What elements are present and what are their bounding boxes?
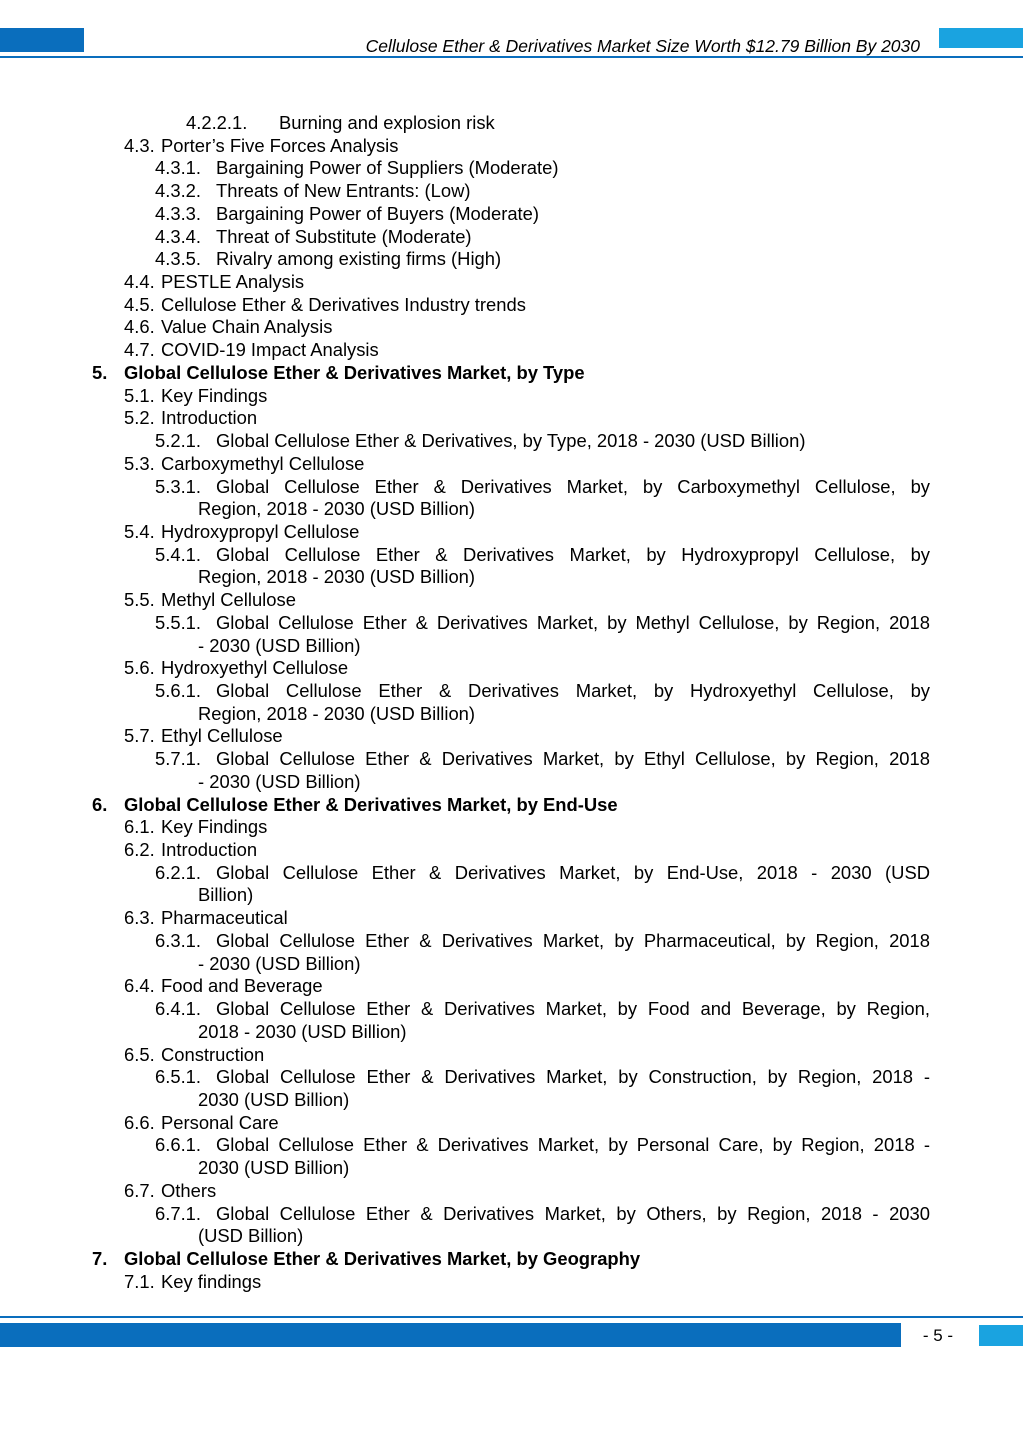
toc-entry-continuation — [0, 1225, 1023, 1247]
toc-entry — [0, 1271, 1023, 1293]
footer-rule — [0, 1316, 1023, 1318]
toc-entry — [0, 544, 1023, 566]
toc-entry-title: Threats of New Entrants: (Low) — [216, 180, 471, 202]
toc-entry-title: Burning and explosion risk — [279, 112, 495, 133]
toc-entry-continuation — [0, 884, 1023, 906]
toc-entry-title: Global Cellulose Ether & Derivatives Market, by Personal Care, by Region, 2018 - — [216, 1134, 930, 1156]
toc-entry — [0, 839, 1023, 861]
toc-entry-number: 4.3.4. — [155, 225, 202, 247]
toc-entry — [0, 748, 1023, 770]
toc-entry-title: Key Findings — [161, 384, 268, 406]
toc-entry-title: Bargaining Power of Buyers (Moderate) — [216, 202, 540, 224]
toc-entry-title-continued: 2018 - 2030 (USD Billion) — [198, 1020, 407, 1042]
toc-entry-number: 4.6. — [124, 316, 155, 338]
toc-entry — [0, 248, 1023, 270]
toc-entry-title: Ethyl Cellulose — [161, 725, 283, 747]
toc-entry-continuation — [0, 1021, 1023, 1043]
toc-entry-title: Global Cellulose Ether & Derivatives Market, by Ethyl Cellulose, by Region, 2018 — [216, 748, 930, 770]
toc-entry-title: Introduction — [161, 839, 258, 861]
toc-entry — [0, 930, 1023, 952]
toc-entry-title-continued: (USD Billion) — [198, 1225, 304, 1247]
toc-entry-continuation — [0, 1157, 1023, 1179]
toc-entry-title: Pharmaceutical — [161, 907, 288, 929]
header-rule — [0, 56, 1023, 58]
toc-entry-number: 4.3.5. — [155, 248, 202, 270]
toc-entry-continuation — [0, 953, 1023, 975]
toc-entry — [0, 271, 1023, 293]
toc-entry-number: 6.5.1. — [155, 1066, 202, 1088]
toc-entry — [0, 385, 1023, 407]
toc-entry-number: 4.4. — [124, 271, 155, 293]
toc-entry-title-continued: Region, 2018 - 2030 (USD Billion) — [198, 702, 476, 724]
toc-entry-title: Global Cellulose Ether & Derivatives Market, by End-Use — [124, 793, 618, 815]
toc-entry — [0, 657, 1023, 679]
toc-entry-title-continued: Region, 2018 - 2030 (USD Billion) — [198, 498, 476, 520]
toc-entry — [0, 975, 1023, 997]
toc-entry — [0, 453, 1023, 475]
toc-entry-title-continued: - 2030 (USD Billion) — [198, 952, 361, 974]
header-accent-left — [0, 28, 84, 52]
toc-entry — [0, 407, 1023, 429]
toc-entry-number: 6.6.1. — [155, 1134, 202, 1156]
toc-entry-number: 6.2. — [124, 839, 155, 861]
toc-section-heading — [0, 794, 1023, 816]
toc-entry-number: 5.2.1. — [155, 430, 202, 452]
toc-entry-number: 4.3.3. — [155, 202, 202, 224]
toc-entry-number: 5.1. — [124, 384, 155, 406]
toc-entry-title-continued: 2030 (USD Billion) — [198, 1088, 350, 1110]
toc-entry-title-continued: Billion) — [198, 884, 254, 906]
toc-entry-number: 5.7. — [124, 725, 155, 747]
toc-entry — [0, 998, 1023, 1020]
toc-entry-number: 6.7.1. — [155, 1202, 202, 1224]
footer-bar — [0, 1323, 901, 1347]
toc-entry-number: 5.5. — [124, 589, 155, 611]
toc-section-heading — [0, 362, 1023, 384]
toc-entry — [0, 1203, 1023, 1225]
toc-entry — [0, 157, 1023, 179]
toc-entry-title: Hydroxyethyl Cellulose — [161, 657, 349, 679]
toc-entry — [0, 1134, 1023, 1156]
toc-entry-title-continued: Region, 2018 - 2030 (USD Billion) — [198, 566, 476, 588]
toc-entry — [0, 180, 1023, 202]
toc-entry-title: COVID-19 Impact Analysis — [161, 339, 379, 361]
toc-entry-continuation — [0, 635, 1023, 657]
toc-entry — [0, 476, 1023, 498]
toc-entry-title: Global Cellulose Ether & Derivatives Market, by Hydroxyethyl Cellulose, by — [216, 680, 930, 701]
toc-entry-number: 7. — [92, 1248, 108, 1269]
toc-entry-title: Global Cellulose Ether & Derivatives Market, by Others, by Region, 2018 - 2030 — [216, 1202, 930, 1224]
toc-entry-title-continued: - 2030 (USD Billion) — [198, 770, 361, 792]
toc-entry — [0, 1066, 1023, 1088]
toc-entry-title: Threat of Substitute (Moderate) — [216, 225, 472, 247]
toc-entry — [0, 226, 1023, 248]
toc-entry — [0, 1180, 1023, 1202]
toc-entry-number: 5.4. — [124, 520, 155, 542]
toc-entry — [0, 612, 1023, 634]
toc-entry-title: Introduction — [161, 407, 258, 429]
toc-entry-number: 4.5. — [124, 293, 155, 315]
toc-entry-title: Cellulose Ether & Derivatives Industry trends — [161, 293, 526, 315]
footer-accent-right — [979, 1325, 1023, 1346]
toc-entry-title: Key findings — [161, 1270, 262, 1292]
toc-entry-title: Food and Beverage — [161, 975, 323, 997]
toc-entry-title: Global Cellulose Ether & Derivatives Market, by Geography — [124, 1248, 641, 1269]
toc-entry — [0, 1044, 1023, 1066]
toc-entry-title: Value Chain Analysis — [161, 316, 333, 338]
toc-entry-title: PESTLE Analysis — [161, 271, 305, 293]
toc-entry — [0, 430, 1023, 452]
toc-entry-continuation — [0, 1089, 1023, 1111]
toc-entry-title: Carboxymethyl Cellulose — [161, 452, 365, 474]
toc-entry — [0, 112, 1023, 134]
toc-entry — [0, 680, 1023, 702]
toc-entry-title: Methyl Cellulose — [161, 589, 296, 611]
toc-entry-number: 6.3.1. — [155, 929, 202, 951]
toc-entry-continuation — [0, 566, 1023, 588]
toc-entry-number: 4.2.2.1. — [186, 112, 248, 133]
toc-entry-number: 4.3.1. — [155, 157, 202, 179]
toc-entry-number: 4.3. — [124, 134, 155, 156]
toc-entry-title: Personal Care — [161, 1111, 279, 1133]
toc-entry-number: 7.1. — [124, 1270, 155, 1292]
toc-entry-title: Others — [161, 1179, 217, 1201]
toc-entry — [0, 589, 1023, 611]
toc-entry — [0, 135, 1023, 157]
toc-entry-number: 5.3.1. — [155, 475, 202, 497]
toc-entry — [0, 907, 1023, 929]
toc-entry-title: Global Cellulose Ether & Derivatives Market, by Type — [124, 361, 585, 383]
toc-entry-number: 4.3.2. — [155, 180, 202, 202]
toc-entry-title: Global Cellulose Ether & Derivatives, by Type, 2018 - 2030 (USD Billion) — [216, 430, 806, 452]
toc-entry-number: 5.2. — [124, 407, 155, 429]
toc-entry-continuation — [0, 771, 1023, 793]
header-accent-right — [939, 28, 1023, 48]
header-title: Cellulose Ether & Derivatives Market Size Worth $12.79 Billion By 2030 — [365, 36, 920, 56]
toc-entry-number: 5.6.1. — [155, 680, 202, 701]
toc-entry-number: 6.3. — [124, 907, 155, 929]
toc-entry-number: 5. — [92, 361, 108, 383]
toc-entry-number: 6.4.1. — [155, 998, 202, 1020]
toc-section-heading — [0, 1248, 1023, 1270]
toc-entry-title: Construction — [161, 1043, 265, 1065]
toc-entry-number: 5.7.1. — [155, 748, 202, 770]
toc-entry-title: Global Cellulose Ether & Derivatives Market, by Pharmaceutical, by Region, 2018 — [216, 929, 930, 951]
toc-entry-number: 5.3. — [124, 452, 155, 474]
toc-entry-title: Global Cellulose Ether & Derivatives Market, by Methyl Cellulose, by Region, 2018 — [216, 611, 930, 633]
toc-entry — [0, 521, 1023, 543]
toc-entry-number: 6.5. — [124, 1043, 155, 1065]
toc-entry-title: Porter’s Five Forces Analysis — [161, 134, 399, 156]
toc-entry — [0, 339, 1023, 361]
toc-entry-title: Global Cellulose Ether & Derivatives Market, by Food and Beverage, by Region, — [216, 998, 930, 1020]
toc-entry-title: Rivalry among existing firms (High) — [216, 248, 502, 270]
toc-entry-title: Global Cellulose Ether & Derivatives Market, by Construction, by Region, 2018 - — [216, 1066, 930, 1088]
toc-entry-title: Bargaining Power of Suppliers (Moderate) — [216, 157, 559, 179]
toc-entry-number: 5.6. — [124, 657, 155, 679]
toc-entry — [0, 816, 1023, 838]
toc-entry-number: 6.6. — [124, 1111, 155, 1133]
toc-entry-number: 5.4.1. — [155, 543, 202, 565]
toc-entry — [0, 294, 1023, 316]
toc-entry-title: Global Cellulose Ether & Derivatives Market, by End-Use, 2018 - 2030 (USD — [216, 861, 930, 883]
toc-entry — [0, 725, 1023, 747]
toc-entry-title: Hydroxypropyl Cellulose — [161, 520, 360, 542]
toc-entry-continuation — [0, 498, 1023, 520]
toc-entry-number: 5.5.1. — [155, 611, 202, 633]
toc-entry — [0, 316, 1023, 338]
toc-entry — [0, 203, 1023, 225]
toc-entry-title: Key Findings — [161, 816, 268, 838]
toc-entry — [0, 862, 1023, 884]
toc-entry-number: 6.2.1. — [155, 861, 202, 883]
page-number: - 5 - — [922, 1326, 954, 1345]
toc-entry-title: Global Cellulose Ether & Derivatives Market, by Hydroxypropyl Cellulose, by — [216, 543, 930, 565]
toc-entry-number: 6.7. — [124, 1179, 155, 1201]
toc-entry-title-continued: 2030 (USD Billion) — [198, 1157, 350, 1179]
toc-entry-number: 6.1. — [124, 816, 155, 838]
toc-entry-title: Global Cellulose Ether & Derivatives Market, by Carboxymethyl Cellulose, by — [216, 475, 930, 497]
toc-entry-number: 6. — [92, 793, 108, 815]
toc-entry-title-continued: - 2030 (USD Billion) — [198, 634, 361, 656]
toc-entry-number: 6.4. — [124, 975, 155, 997]
toc-entry-number: 4.7. — [124, 339, 155, 361]
toc-entry-continuation — [0, 703, 1023, 725]
toc-entry — [0, 1112, 1023, 1134]
